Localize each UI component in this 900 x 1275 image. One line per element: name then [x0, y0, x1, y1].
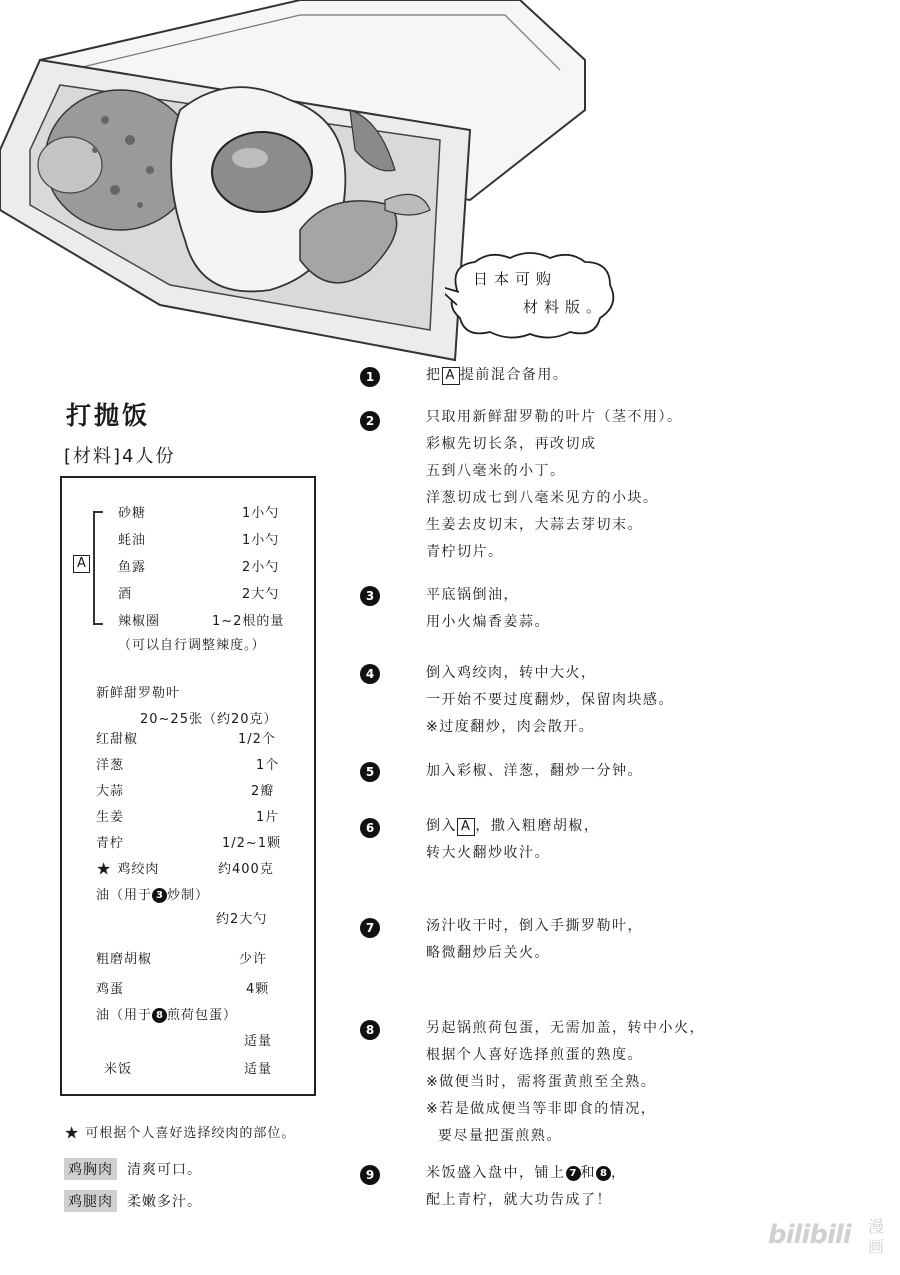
- step-2-badge: 2: [360, 411, 380, 431]
- bubble-line-1: 日本可购: [473, 270, 558, 288]
- star-icon: ★: [64, 1123, 81, 1144]
- step-7-text: 汤汁收干时，倒入手撕罗勒叶， 略微翻炒后关火。: [426, 918, 643, 961]
- bubble-line-2: 材料版。: [523, 298, 608, 316]
- step-ref-badge: 8: [596, 1166, 611, 1181]
- step-8-text: 另起锅煎荷包蛋，无需加盖，转中小火， 根据个人喜好选择煎蛋的熟度。 ※做便当时，需将蛋黄煎至全熟。 ※若是做成便当等非即食的情况， 要尽量把蛋煎熟。: [426, 1020, 705, 1144]
- meat-part-tag: 鸡腿肉: [64, 1190, 117, 1212]
- ingredient-oil-1: 油（用于 3 炒制）: [96, 888, 210, 903]
- bilibili-watermark: [768, 1210, 888, 1268]
- meat-part-row: 鸡胸肉 清爽可口。: [64, 1158, 202, 1180]
- dish-title: 打抛饭: [66, 401, 151, 430]
- step-1-text: 把 A 提前混合备用。: [426, 367, 569, 383]
- watermark-sub-1: 漫: [868, 1217, 885, 1236]
- meat-part-row: 鸡腿肉 柔嫩多汁。: [64, 1190, 202, 1212]
- step-6-text: 倒入 A ，撒入粗磨胡椒， 转大火翻炒收汁。: [426, 818, 600, 861]
- star-note: ★ 可根据个人喜好选择绞肉的部位。: [64, 1123, 296, 1144]
- step-3-badge: 3: [360, 586, 380, 606]
- step-ref-badge: 7: [566, 1166, 581, 1181]
- step-5-badge: 5: [360, 762, 380, 782]
- step-1-badge: 1: [360, 367, 380, 387]
- step-7-badge: 7: [360, 918, 380, 938]
- ingredient-basil-qty: 20~25张（约20克）: [140, 712, 278, 727]
- step-4-text: 倒入鸡绞肉，转中大火， 一开始不要过度翻炒，保留肉块感。 ※过度翻炒，肉会散开。: [426, 665, 674, 735]
- group-a-label: A: [73, 552, 90, 573]
- step-6-badge: 6: [360, 818, 380, 838]
- step-9-text: 米饭盛入盘中，铺上 7 和 8 ， 配上青柠，就大功告成了！: [426, 1165, 627, 1208]
- watermark-sub-2: 画: [868, 1237, 885, 1256]
- step-8-badge: 8: [360, 1020, 380, 1040]
- step-ref-badge: 8: [152, 1008, 167, 1023]
- ingredient-basil-name: 新鲜甜罗勒叶: [96, 686, 181, 701]
- speech-bubble: [445, 250, 620, 340]
- group-a-bracket: [93, 511, 103, 625]
- step-ref-badge: 3: [152, 888, 167, 903]
- ingredient-oil-2: 油（用于 8 煎荷包蛋）: [96, 1008, 238, 1023]
- step-2-text: 只取用新鲜甜罗勒的叶片（茎不用）。 彩椒先切长条，再改切成 五到八毫米的小丁。 洋葱切成七到八毫米见方的小块。 生姜去皮切末，大蒜去芽切末。 青柠切片。: [426, 409, 683, 560]
- ingredient-oil-1-qty: 约2大勺: [216, 912, 268, 927]
- star-icon: ★: [96, 859, 113, 880]
- speech-bubble-outline: [445, 250, 620, 340]
- step-4-badge: 4: [360, 664, 380, 684]
- step-9-badge: 9: [360, 1165, 380, 1185]
- step-5-text: 加入彩椒、洋葱，翻炒一分钟。: [426, 763, 643, 779]
- meat-part-tag: 鸡胸肉: [64, 1158, 117, 1180]
- watermark-brand: bilibili: [768, 1220, 851, 1250]
- group-note: （可以自行调整辣度。）: [118, 638, 266, 653]
- ingredients-heading: [材料]4人份: [64, 446, 176, 467]
- ingredient-oil-2-qty: 适量: [244, 1034, 273, 1049]
- step-3-text: 平底锅倒油， 用小火煸香姜蒜。: [426, 587, 550, 630]
